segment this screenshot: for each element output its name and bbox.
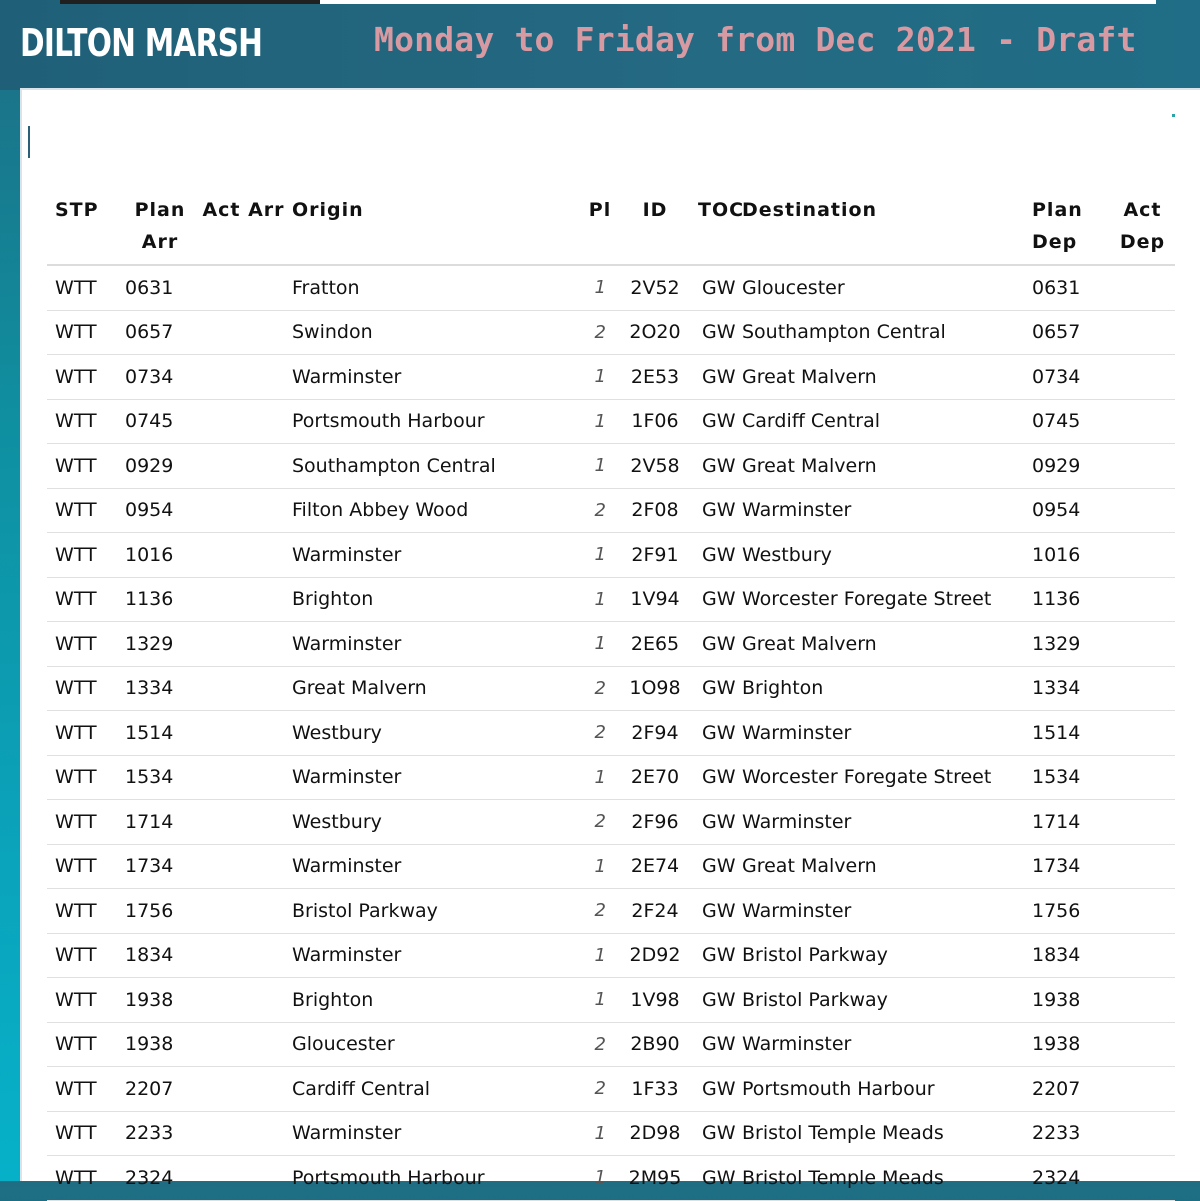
table-row xyxy=(47,444,1175,489)
cell-toc: GW xyxy=(698,755,742,800)
col-header-plan-dep: Plan Dep xyxy=(1032,194,1110,265)
cell-platform: 1 xyxy=(588,933,612,978)
cell-act-arr xyxy=(195,399,292,444)
cell-platform: 1 xyxy=(588,622,612,667)
cell-act-arr xyxy=(195,488,292,533)
cell-toc: GW xyxy=(698,622,742,667)
cell-origin: Southampton Central xyxy=(292,444,588,489)
cell-platform: 1 xyxy=(588,755,612,800)
cell-act-dep xyxy=(1110,755,1175,800)
cell-act-dep xyxy=(1110,978,1175,1023)
cell-toc: GW xyxy=(698,711,742,756)
cell-stp: WTT xyxy=(47,933,125,978)
table-row xyxy=(47,488,1175,533)
cell-act-dep xyxy=(1110,844,1175,889)
col-header-id: ID xyxy=(612,194,698,265)
cell-plan-dep: 0929 xyxy=(1032,444,1110,489)
table-body xyxy=(47,265,1175,1200)
cell-platform: 1 xyxy=(588,399,612,444)
cell-act-arr xyxy=(195,711,292,756)
cell-act-arr xyxy=(195,533,292,578)
cell-origin: Bristol Parkway xyxy=(292,889,588,934)
cell-toc: GW xyxy=(698,889,742,934)
cell-toc: GW xyxy=(698,1022,742,1067)
col-header-stp: STP xyxy=(47,194,125,265)
cell-train-id: 2F94 xyxy=(612,711,698,756)
table-row xyxy=(47,844,1175,889)
cell-stp: WTT xyxy=(47,355,125,400)
cell-plan-arr: 0734 xyxy=(125,355,195,400)
header-bar xyxy=(0,0,1200,90)
table-row xyxy=(47,399,1175,444)
cell-stp: WTT xyxy=(47,1156,125,1201)
table-row xyxy=(47,577,1175,622)
cell-act-arr xyxy=(195,978,292,1023)
cell-act-dep xyxy=(1110,711,1175,756)
cell-act-dep xyxy=(1110,933,1175,978)
cell-origin: Warminster xyxy=(292,1111,588,1156)
cell-plan-dep: 1534 xyxy=(1032,755,1110,800)
cell-plan-arr: 1834 xyxy=(125,933,195,978)
cell-train-id: 2V52 xyxy=(612,265,698,310)
cell-plan-dep: 1834 xyxy=(1032,933,1110,978)
cell-origin: Westbury xyxy=(292,800,588,845)
cell-train-id: 2V58 xyxy=(612,444,698,489)
station-name: DILTON MARSH xyxy=(20,21,263,65)
cell-train-id: 1V94 xyxy=(612,577,698,622)
table-row xyxy=(47,978,1175,1023)
cell-origin: Filton Abbey Wood xyxy=(292,488,588,533)
cell-plan-arr: 0631 xyxy=(125,265,195,310)
cell-plan-dep: 1938 xyxy=(1032,1022,1110,1067)
cell-destination: Worcester Foregate Street xyxy=(742,755,1032,800)
cell-act-dep xyxy=(1110,533,1175,578)
cell-act-arr xyxy=(195,1111,292,1156)
cell-destination: Warminster xyxy=(742,800,1032,845)
cell-plan-dep: 0954 xyxy=(1032,488,1110,533)
cell-act-dep xyxy=(1110,444,1175,489)
cell-act-dep xyxy=(1110,889,1175,934)
cell-toc: GW xyxy=(698,399,742,444)
cell-origin: Gloucester xyxy=(292,1022,588,1067)
table-row xyxy=(47,265,1175,310)
cell-platform: 2 xyxy=(588,1022,612,1067)
cell-act-arr xyxy=(195,265,292,310)
cell-stp: WTT xyxy=(47,444,125,489)
cell-train-id: 2M95 xyxy=(612,1156,698,1201)
cell-act-arr xyxy=(195,666,292,711)
cell-act-arr xyxy=(195,933,292,978)
table-row xyxy=(47,666,1175,711)
cell-toc: GW xyxy=(698,666,742,711)
cell-act-arr xyxy=(195,1022,292,1067)
table-row xyxy=(47,533,1175,578)
cell-stp: WTT xyxy=(47,711,125,756)
cell-platform: 2 xyxy=(588,1067,612,1112)
cell-plan-dep: 0734 xyxy=(1032,355,1110,400)
cell-origin: Warminster xyxy=(292,755,588,800)
cell-destination: Bristol Parkway xyxy=(742,978,1032,1023)
cell-plan-arr: 1514 xyxy=(125,711,195,756)
page-title: Monday to Friday from Dec 2021 - Draft xyxy=(374,20,1137,59)
cell-destination: Warminster xyxy=(742,1022,1032,1067)
cell-plan-dep: 0631 xyxy=(1032,265,1110,310)
cell-toc: GW xyxy=(698,978,742,1023)
cell-train-id: 2E70 xyxy=(612,755,698,800)
cell-destination: Bristol Temple Meads xyxy=(742,1111,1032,1156)
table-row xyxy=(47,711,1175,756)
table-row xyxy=(47,622,1175,667)
cell-origin: Brighton xyxy=(292,577,588,622)
cell-platform: 1 xyxy=(588,1111,612,1156)
cell-plan-arr: 1756 xyxy=(125,889,195,934)
cell-act-dep xyxy=(1110,488,1175,533)
cell-toc: GW xyxy=(698,355,742,400)
cell-plan-arr: 1334 xyxy=(125,666,195,711)
cell-plan-dep: 1329 xyxy=(1032,622,1110,667)
col-header-act-dep: Act Dep xyxy=(1110,194,1175,265)
cell-act-arr xyxy=(195,1156,292,1201)
cell-toc: GW xyxy=(698,488,742,533)
cell-plan-dep: 1514 xyxy=(1032,711,1110,756)
cell-plan-dep: 2324 xyxy=(1032,1156,1110,1201)
cell-act-dep xyxy=(1110,355,1175,400)
cell-plan-dep: 1756 xyxy=(1032,889,1110,934)
cell-stp: WTT xyxy=(47,533,125,578)
cell-plan-arr: 1136 xyxy=(125,577,195,622)
cell-train-id: 1F06 xyxy=(612,399,698,444)
cell-act-dep xyxy=(1110,1111,1175,1156)
table-row xyxy=(47,310,1175,355)
cell-plan-arr: 0929 xyxy=(125,444,195,489)
cell-platform: 1 xyxy=(588,978,612,1023)
cell-stp: WTT xyxy=(47,666,125,711)
cell-plan-arr: 1734 xyxy=(125,844,195,889)
cell-stp: WTT xyxy=(47,755,125,800)
cell-stp: WTT xyxy=(47,1022,125,1067)
cell-plan-dep: 1714 xyxy=(1032,800,1110,845)
cell-train-id: 2B90 xyxy=(612,1022,698,1067)
cell-destination: Warminster xyxy=(742,488,1032,533)
cell-platform: 2 xyxy=(588,889,612,934)
cell-toc: GW xyxy=(698,1111,742,1156)
cell-platform: 2 xyxy=(588,711,612,756)
cell-stp: WTT xyxy=(47,1111,125,1156)
col-header-origin: Origin xyxy=(292,194,588,265)
cell-plan-arr: 0657 xyxy=(125,310,195,355)
cell-platform: 1 xyxy=(588,844,612,889)
cell-origin: Great Malvern xyxy=(292,666,588,711)
cell-stp: WTT xyxy=(47,488,125,533)
cell-plan-arr: 1329 xyxy=(125,622,195,667)
cell-toc: GW xyxy=(698,844,742,889)
cell-destination: Bristol Temple Meads xyxy=(742,1156,1032,1201)
cell-destination: Great Malvern xyxy=(742,355,1032,400)
cell-toc: GW xyxy=(698,800,742,845)
table-row xyxy=(47,800,1175,845)
table-row xyxy=(47,355,1175,400)
cell-plan-arr: 0745 xyxy=(125,399,195,444)
cell-destination: Gloucester xyxy=(742,265,1032,310)
cell-act-arr xyxy=(195,310,292,355)
cell-destination: Warminster xyxy=(742,889,1032,934)
table-row xyxy=(47,1156,1175,1201)
table-row xyxy=(47,1111,1175,1156)
cell-destination: Worcester Foregate Street xyxy=(742,577,1032,622)
cell-act-arr xyxy=(195,844,292,889)
cell-platform: 1 xyxy=(588,1156,612,1201)
cell-destination: Great Malvern xyxy=(742,622,1032,667)
cell-plan-dep: 0745 xyxy=(1032,399,1110,444)
text-cursor xyxy=(28,126,30,158)
cell-toc: GW xyxy=(698,265,742,310)
cell-plan-arr: 2233 xyxy=(125,1111,195,1156)
cell-train-id: 2E53 xyxy=(612,355,698,400)
cell-act-arr xyxy=(195,1067,292,1112)
cell-origin: Warminster xyxy=(292,355,588,400)
cell-train-id: 1V98 xyxy=(612,978,698,1023)
cell-stp: WTT xyxy=(47,310,125,355)
cell-toc: GW xyxy=(698,933,742,978)
cell-platform: 1 xyxy=(588,444,612,489)
cell-platform: 1 xyxy=(588,355,612,400)
cell-plan-arr: 2324 xyxy=(125,1156,195,1201)
cell-plan-dep: 1136 xyxy=(1032,577,1110,622)
cell-origin: Swindon xyxy=(292,310,588,355)
cell-plan-dep: 1016 xyxy=(1032,533,1110,578)
cell-platform: 2 xyxy=(588,310,612,355)
cell-train-id: 2D92 xyxy=(612,933,698,978)
cell-destination: Cardiff Central xyxy=(742,399,1032,444)
cell-platform: 1 xyxy=(588,577,612,622)
cell-destination: Portsmouth Harbour xyxy=(742,1067,1032,1112)
cell-destination: Great Malvern xyxy=(742,844,1032,889)
cell-act-dep xyxy=(1110,265,1175,310)
col-header-act-arr: Act Arr xyxy=(195,194,292,265)
cell-train-id: 2F08 xyxy=(612,488,698,533)
cell-plan-dep: 1334 xyxy=(1032,666,1110,711)
cell-destination: Great Malvern xyxy=(742,444,1032,489)
cell-platform: 2 xyxy=(588,800,612,845)
top-edge-light xyxy=(320,0,1156,4)
cell-train-id: 2D98 xyxy=(612,1111,698,1156)
cell-train-id: 2E65 xyxy=(612,622,698,667)
cell-plan-arr: 1016 xyxy=(125,533,195,578)
cell-plan-arr: 1938 xyxy=(125,978,195,1023)
cell-stp: WTT xyxy=(47,800,125,845)
cell-act-arr xyxy=(195,755,292,800)
cell-stp: WTT xyxy=(47,844,125,889)
col-header-plan-arr: Plan Arr xyxy=(125,194,195,265)
cell-destination: Westbury xyxy=(742,533,1032,578)
table-row xyxy=(47,1067,1175,1112)
cell-act-dep xyxy=(1110,1067,1175,1112)
timetable-panel xyxy=(20,88,1200,1189)
cell-act-arr xyxy=(195,889,292,934)
cell-destination: Bristol Parkway xyxy=(742,933,1032,978)
cell-act-arr xyxy=(195,577,292,622)
cell-plan-dep: 0657 xyxy=(1032,310,1110,355)
cell-plan-dep: 2233 xyxy=(1032,1111,1110,1156)
cell-stp: WTT xyxy=(47,978,125,1023)
cell-origin: Warminster xyxy=(292,933,588,978)
cell-destination: Southampton Central xyxy=(742,310,1032,355)
cell-act-dep xyxy=(1110,1022,1175,1067)
cell-plan-arr: 1714 xyxy=(125,800,195,845)
cell-toc: GW xyxy=(698,533,742,578)
cell-act-dep xyxy=(1110,1156,1175,1201)
cell-train-id: 2O20 xyxy=(612,310,698,355)
cell-origin: Portsmouth Harbour xyxy=(292,399,588,444)
cell-train-id: 2F91 xyxy=(612,533,698,578)
cell-plan-arr: 0954 xyxy=(125,488,195,533)
table-row xyxy=(47,889,1175,934)
cell-act-arr xyxy=(195,800,292,845)
cell-act-arr xyxy=(195,444,292,489)
cell-plan-arr: 1534 xyxy=(125,755,195,800)
cell-origin: Cardiff Central xyxy=(292,1067,588,1112)
col-header-toc: TOC xyxy=(698,194,742,265)
cell-act-dep xyxy=(1110,666,1175,711)
cell-platform: 2 xyxy=(588,488,612,533)
top-edge-dark xyxy=(60,0,322,4)
cell-plan-dep: 1734 xyxy=(1032,844,1110,889)
cell-origin: Portsmouth Harbour xyxy=(292,1156,588,1201)
cell-act-dep xyxy=(1110,622,1175,667)
cell-toc: GW xyxy=(698,444,742,489)
cell-train-id: 2E74 xyxy=(612,844,698,889)
cell-plan-dep: 2207 xyxy=(1032,1067,1110,1112)
cell-act-arr xyxy=(195,355,292,400)
cell-act-arr xyxy=(195,622,292,667)
cell-platform: 1 xyxy=(588,533,612,578)
cell-plan-dep: 1938 xyxy=(1032,978,1110,1023)
cell-plan-arr: 1938 xyxy=(125,1022,195,1067)
cell-origin: Westbury xyxy=(292,711,588,756)
cell-platform: 1 xyxy=(588,265,612,310)
cell-act-dep xyxy=(1110,800,1175,845)
table-row xyxy=(47,755,1175,800)
cell-act-dep xyxy=(1110,310,1175,355)
cell-train-id: 2F24 xyxy=(612,889,698,934)
corner-marker xyxy=(1172,114,1175,117)
cell-train-id: 1O98 xyxy=(612,666,698,711)
table-row xyxy=(47,933,1175,978)
cell-stp: WTT xyxy=(47,399,125,444)
cell-toc: GW xyxy=(698,310,742,355)
cell-origin: Warminster xyxy=(292,622,588,667)
cell-stp: WTT xyxy=(47,622,125,667)
table-header-row xyxy=(47,194,1175,265)
cell-act-dep xyxy=(1110,399,1175,444)
cell-origin: Brighton xyxy=(292,978,588,1023)
cell-destination: Warminster xyxy=(742,711,1032,756)
table-row xyxy=(47,1022,1175,1067)
cell-stp: WTT xyxy=(47,577,125,622)
cell-stp: WTT xyxy=(47,889,125,934)
cell-platform: 2 xyxy=(588,666,612,711)
cell-toc: GW xyxy=(698,577,742,622)
cell-destination: Brighton xyxy=(742,666,1032,711)
cell-origin: Warminster xyxy=(292,533,588,578)
col-header-destination: Destination xyxy=(742,194,1032,265)
cell-train-id: 2F96 xyxy=(612,800,698,845)
cell-stp: WTT xyxy=(47,1067,125,1112)
cell-toc: GW xyxy=(698,1156,742,1201)
cell-toc: GW xyxy=(698,1067,742,1112)
cell-plan-arr: 2207 xyxy=(125,1067,195,1112)
cell-act-dep xyxy=(1110,577,1175,622)
cell-train-id: 1F33 xyxy=(612,1067,698,1112)
col-header-platform: Pl xyxy=(588,194,612,265)
cell-stp: WTT xyxy=(47,265,125,310)
cell-origin: Warminster xyxy=(292,844,588,889)
departure-table xyxy=(47,194,1175,1201)
cell-origin: Fratton xyxy=(292,265,588,310)
